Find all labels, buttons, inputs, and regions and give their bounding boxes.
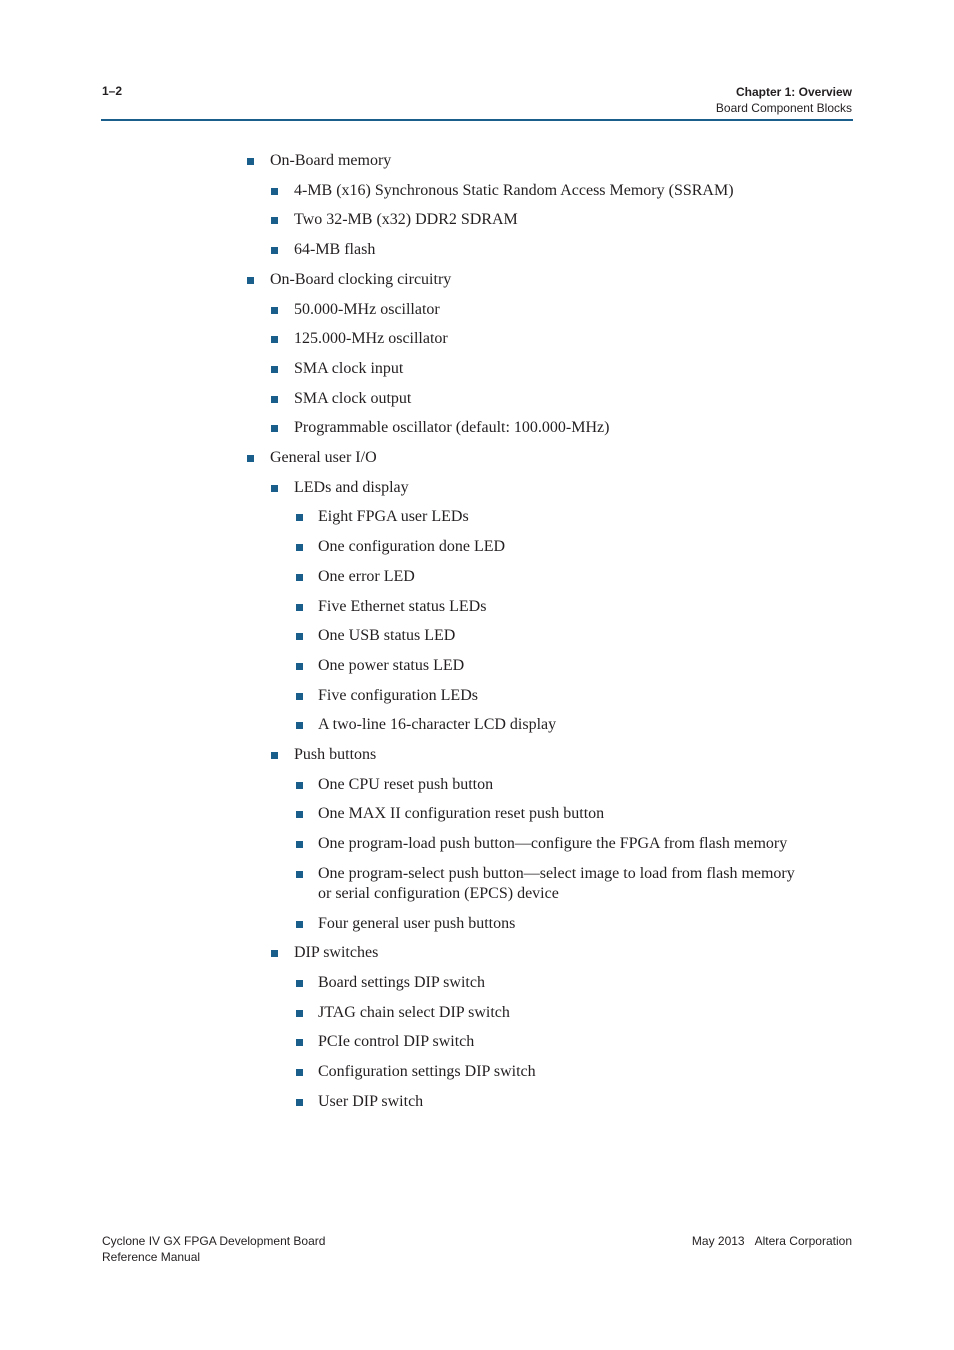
list-item: User DIP switch (318, 1092, 424, 1110)
bullet-icon (247, 455, 254, 462)
bullet-icon (271, 485, 278, 492)
bullet-icon (247, 277, 254, 284)
bullet-icon (296, 871, 303, 878)
list-item: 64-MB flash (294, 241, 376, 259)
chapter-title: Chapter 1: Overview (735, 85, 852, 99)
list-item: SMA clock output (294, 389, 412, 407)
list-item: General user I/O (270, 449, 377, 466)
bullet-icon (296, 1010, 303, 1017)
list-item: On-Board memory (270, 152, 392, 169)
bullet-icon (296, 722, 303, 729)
list-item: Two 32-MB (x32) DDR2 SDRAM (294, 211, 518, 229)
bullet-icon (271, 396, 278, 403)
bullet-icon (296, 693, 303, 700)
list-item: Push buttons (294, 746, 377, 763)
bullet-icon (271, 217, 278, 224)
footer-manual (102, 1233, 325, 1265)
list-item: Five configuration LEDs (318, 686, 478, 704)
list-item: DIP switches (294, 944, 379, 962)
bullet-icon (296, 574, 303, 581)
list-item: JTAG chain select DIP switch (318, 1003, 510, 1021)
list-item: Eight FPGA user LEDs (318, 508, 469, 526)
bullet-icon (296, 633, 303, 640)
company-name: Altera Corporation (754, 1234, 852, 1248)
list-item: Configuration settings DIP switch (318, 1063, 536, 1080)
list-item: Four general user push buttons (318, 914, 516, 932)
list-item: One MAX II configuration reset push button (318, 805, 605, 823)
list-item: 4-MB (x16) Synchronous Static Random Access Memory (SSRAM) (294, 181, 734, 199)
bullet-icon (296, 782, 303, 789)
bullet-icon (271, 366, 278, 373)
list-item: Programmable oscillator (default: 100.000-MHz) (294, 419, 610, 437)
list-item: On-Board clocking circuitry (270, 270, 452, 288)
bullet-icon (296, 514, 303, 521)
list-item: One USB status LED (318, 627, 456, 645)
list-item: 50.000-MHz oscillator (294, 300, 440, 318)
list-item: One CPU reset push button (318, 775, 494, 793)
manual-title: Cyclone IV GX FPGA Development Board (102, 1234, 326, 1248)
bullet-icon (296, 921, 303, 928)
bullet-icon (296, 604, 303, 611)
footer-publisher (692, 1233, 852, 1249)
list-item: SMA clock input (294, 359, 404, 377)
list-item: 125.000-MHz oscillator (294, 330, 448, 348)
list-item: One configuration done LED (318, 538, 506, 556)
bullet-icon (271, 188, 278, 195)
list-item: One program-select push button—select image to load from flash memory (318, 864, 795, 882)
page-number: 1–2 (102, 84, 123, 98)
bullet-icon (271, 247, 278, 254)
list-item: Board settings DIP switch (318, 973, 485, 991)
bullet-icon (296, 1099, 303, 1106)
bullet-icon (296, 980, 303, 987)
manual-subtitle: Reference Manual (102, 1250, 201, 1264)
bullet-icon (271, 425, 278, 432)
bullet-icon (271, 950, 278, 957)
section-title: Board Component Blocks (715, 101, 852, 115)
list-item: One power status LED (318, 656, 465, 674)
bullet-icon (296, 841, 303, 848)
list-item: A two-line 16-character LCD display (318, 716, 557, 734)
bullet-icon (271, 752, 278, 759)
list-item: Five Ethernet status LEDs (318, 597, 487, 615)
bullet-icon (296, 811, 303, 818)
bullet-icon (271, 336, 278, 343)
list-item: PCIe control DIP switch (318, 1033, 475, 1051)
list-item: LEDs and display (294, 478, 409, 496)
bullet-icon (271, 307, 278, 314)
list-item-continuation: or serial configuration (EPCS) device (318, 884, 559, 902)
bullet-icon (296, 663, 303, 670)
list-item: One error LED (318, 567, 415, 585)
bullet-icon (247, 158, 254, 165)
bullet-icon (296, 1069, 303, 1076)
publish-date: May 2013 (691, 1234, 745, 1248)
bullet-icon (296, 1039, 303, 1046)
list-item: One program-load push button—configure the FPGA from flash memory (318, 835, 788, 853)
bullet-icon (296, 544, 303, 551)
